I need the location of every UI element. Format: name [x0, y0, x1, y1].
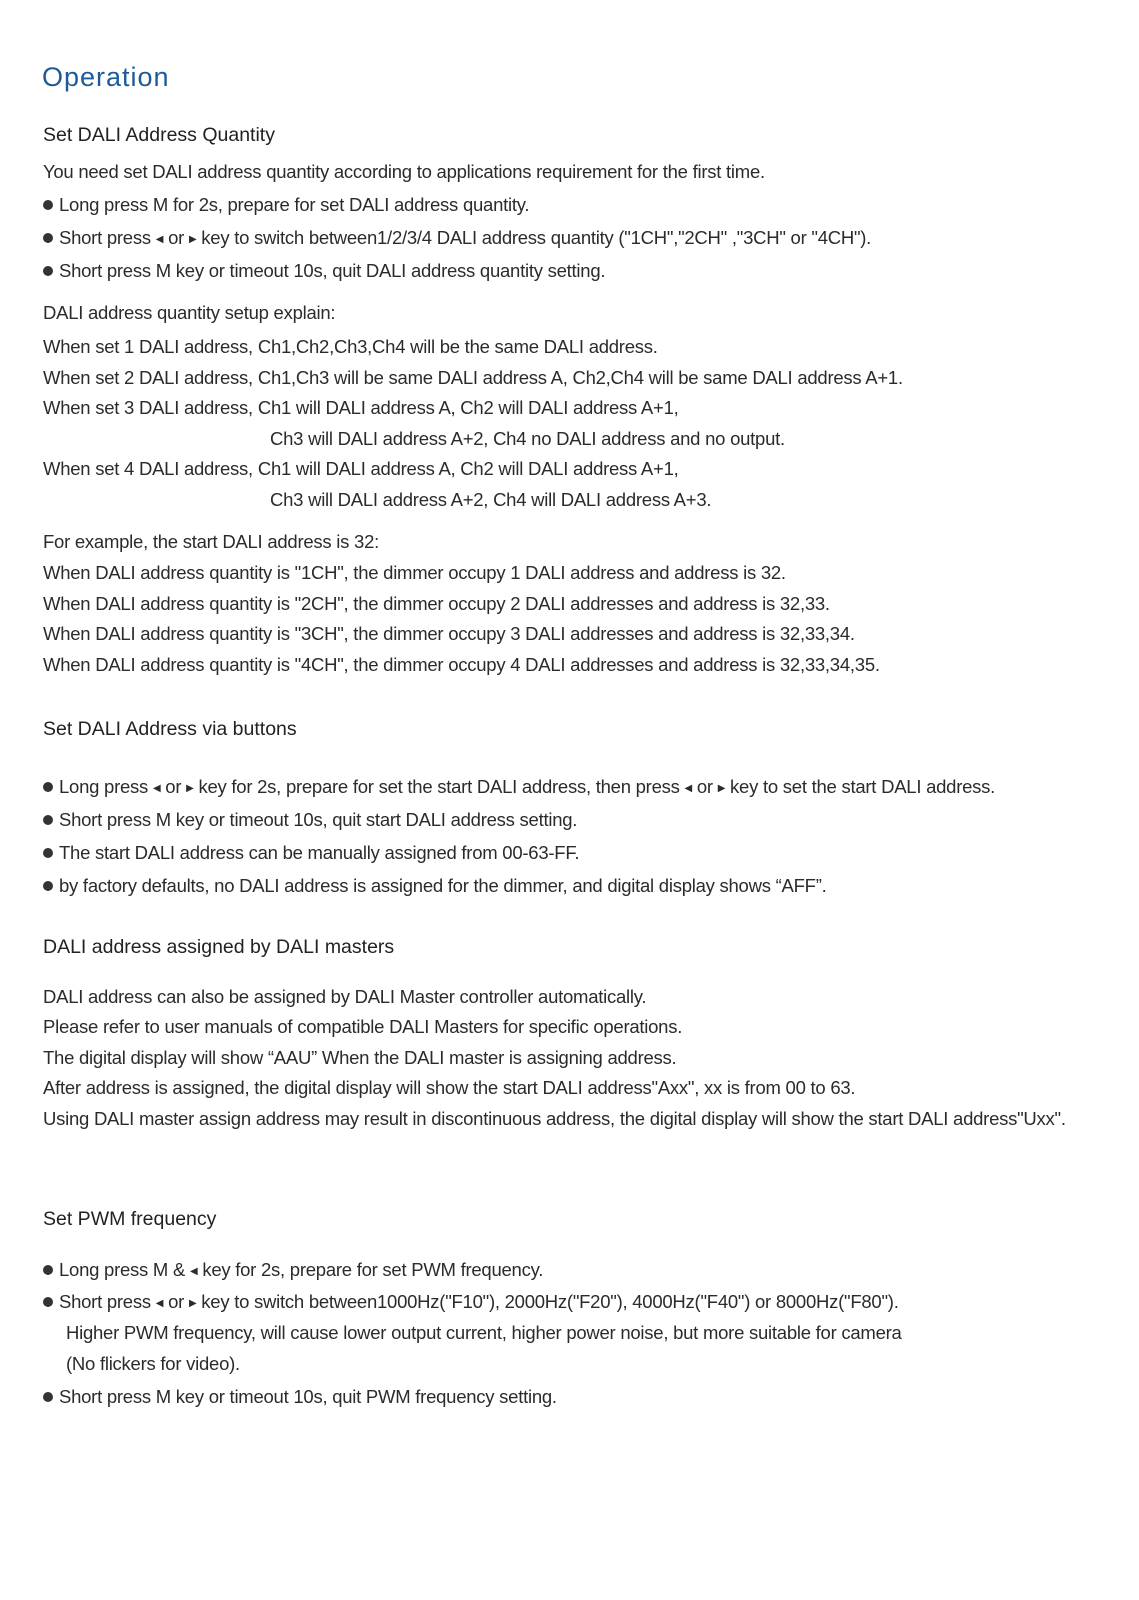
right-arrow-icon: ▶ [188, 234, 197, 245]
paragraph: You need set DALI address quantity according to applications requirement for the first time. [43, 161, 765, 182]
paragraph: When DALI address quantity is "2CH", the dimmer occupy 2 DALI addresses and address is 32,33. [43, 593, 830, 614]
bullet-item: Short press ◀ or ▶ key to switch between1000Hz("F10"), 2000Hz("F20"), 4000Hz("F40") or 8000Hz("F80"). [43, 1290, 899, 1316]
left-arrow-icon: ◀ [152, 783, 161, 794]
bullet-icon [43, 233, 53, 243]
bullet-item: Long press M & ◀ key for 2s, prepare for set PWM frequency. [43, 1258, 543, 1284]
paragraph: When DALI address quantity is "1CH", the dimmer occupy 1 DALI address and address is 32. [43, 562, 786, 583]
right-arrow-icon: ▶ [186, 783, 194, 794]
left-arrow-icon: ◀ [155, 1298, 164, 1309]
paragraph: When DALI address quantity is "3CH", the dimmer occupy 3 DALI addresses and address is 32,33,34. [43, 623, 855, 644]
paragraph: Ch3 will DALI address A+2, Ch4 will DALI address A+3. [270, 489, 712, 510]
page-title: Operation [42, 62, 170, 92]
paragraph: (No flickers for video). [66, 1353, 240, 1374]
bullet-icon [43, 1265, 53, 1275]
right-arrow-icon: ▶ [188, 1298, 197, 1309]
paragraph: When DALI address quantity is "4CH", the dimmer occupy 4 DALI addresses and address is 32,33,34,35. [43, 654, 880, 675]
paragraph: When set 4 DALI address, Ch1 will DALI address A, Ch2 will DALI address A+1, [43, 458, 679, 479]
paragraph: Higher PWM frequency, will cause lower output current, higher power noise, but more suitable for camera [66, 1322, 902, 1343]
bullet-icon [43, 782, 53, 792]
bullet-icon [43, 266, 53, 276]
heading-pwm-frequency: Set PWM frequency [43, 1208, 217, 1230]
paragraph: When set 2 DALI address, Ch1,Ch3 will be same DALI address A, Ch2,Ch4 will be same DALI address A+1. [43, 367, 903, 388]
heading-dali-masters: DALI address assigned by DALI masters [43, 936, 395, 958]
bullet-item: Short press ◀ or ▶ key to switch between1/2/3/4 DALI address quantity ("1CH","2CH" ,"3CH" or "4CH"). [43, 226, 871, 252]
bullet-icon [43, 815, 53, 825]
bullet-item: Long press M for 2s, prepare for set DALI address quantity. [43, 193, 529, 217]
bullet-icon [43, 881, 53, 891]
bullet-icon [43, 200, 53, 210]
paragraph: DALI address quantity setup explain: [43, 302, 336, 323]
left-arrow-icon: ◀ [155, 234, 164, 245]
paragraph: After address is assigned, the digital display will show the start DALI address"Axx", xx is from 00 to 63. [43, 1077, 856, 1098]
paragraph: When set 1 DALI address, Ch1,Ch2,Ch3,Ch4 will be the same DALI address. [43, 336, 658, 357]
heading-address-buttons: Set DALI Address via buttons [43, 718, 297, 740]
paragraph: Using DALI master assign address may result in discontinuous address, the digital display will show the start DALI address"Uxx". [43, 1108, 1066, 1129]
paragraph: The digital display will show “AAU” When the DALI master is assigning address. [43, 1047, 677, 1068]
bullet-item: The start DALI address can be manually assigned from 00-63-FF. [43, 841, 579, 865]
bullet-icon [43, 1392, 53, 1402]
right-arrow-icon: ▶ [717, 783, 726, 794]
bullet-item: Long press ◀ or ▶ key for 2s, prepare for set the start DALI address, then press ◀ or ▶ key to set the start DALI address. [43, 775, 995, 801]
bullet-item: Short press M key or timeout 10s, quit start DALI address setting. [43, 808, 577, 832]
left-arrow-icon: ◀ [684, 783, 692, 794]
bullet-item: Short press M key or timeout 10s, quit PWM frequency setting. [43, 1385, 557, 1409]
paragraph: When set 3 DALI address, Ch1 will DALI address A, Ch2 will DALI address A+1, [43, 397, 679, 418]
paragraph: DALI address can also be assigned by DALI Master controller automatically. [43, 986, 647, 1007]
paragraph: Please refer to user manuals of compatible DALI Masters for specific operations. [43, 1016, 683, 1037]
left-arrow-icon: ◀ [189, 1266, 198, 1277]
paragraph: Ch3 will DALI address A+2, Ch4 no DALI address and no output. [270, 428, 785, 449]
bullet-item: by factory defaults, no DALI address is assigned for the dimmer, and digital display shows “AFF”. [43, 874, 827, 898]
heading-address-quantity: Set DALI Address Quantity [43, 124, 275, 146]
bullet-item: Short press M key or timeout 10s, quit DALI address quantity setting. [43, 259, 605, 283]
bullet-icon [43, 848, 53, 858]
paragraph: For example, the start DALI address is 32: [43, 531, 380, 552]
bullet-icon [43, 1297, 53, 1307]
